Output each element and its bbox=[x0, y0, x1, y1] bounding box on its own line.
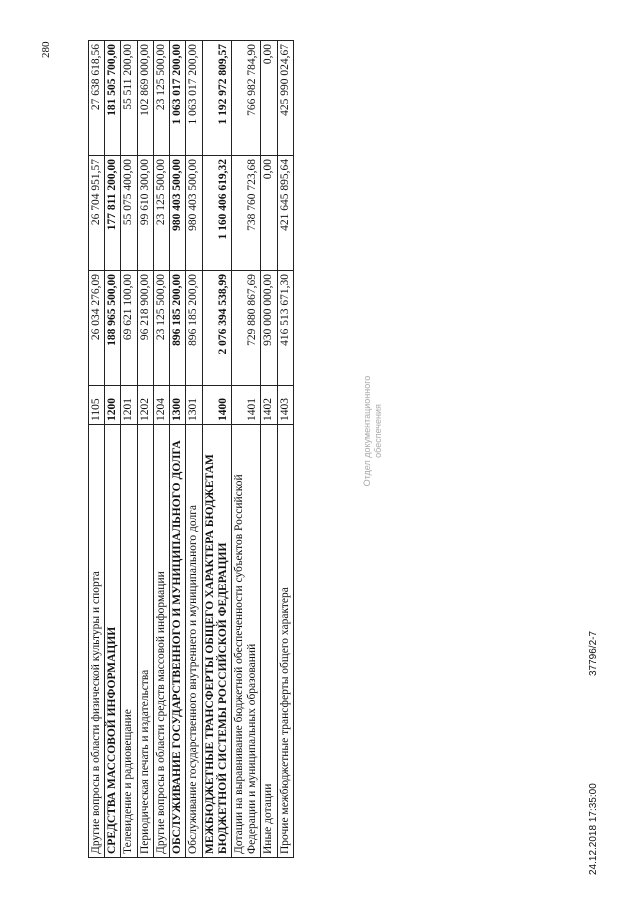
table-row bbox=[261, 41, 277, 858]
row-value-2020-cell: 55 075 400,00 bbox=[121, 156, 137, 271]
budget-table-container bbox=[88, 40, 332, 858]
table-row bbox=[121, 41, 137, 858]
row-value-2021-cell: 1 063 017 200,00 bbox=[170, 41, 186, 156]
row-code-cell: 1400 bbox=[202, 386, 231, 425]
row-value-2021-cell: 766 982 784,90 bbox=[231, 41, 260, 156]
row-value-2019-cell: 69 621 100,00 bbox=[121, 271, 137, 386]
row-value-2021-cell: 102 869 000,00 bbox=[137, 41, 153, 156]
footer-doc-number: 37796/2-7 bbox=[588, 630, 599, 676]
table-row bbox=[89, 41, 105, 858]
row-value-2020-cell: 0,00 bbox=[261, 156, 277, 271]
row-value-2021-cell: 1 063 017 200,00 bbox=[186, 41, 202, 156]
row-value-2020-cell: 26 704 951,57 bbox=[89, 156, 105, 271]
row-name-cell: Периодическая печать и издательства bbox=[137, 425, 153, 858]
table-row bbox=[277, 41, 293, 858]
row-value-2019-cell: 416 513 671,30 bbox=[277, 271, 293, 386]
row-code-cell: 1202 bbox=[137, 386, 153, 425]
row-name-cell: Другие вопросы в области средств массовой информации bbox=[153, 425, 169, 858]
row-value-2021-cell: 0,00 bbox=[261, 41, 277, 156]
table-row bbox=[170, 41, 186, 858]
row-value-2020-cell: 177 811 200,00 bbox=[105, 156, 121, 271]
footer-date: 24.12.2018 17:35:00 bbox=[588, 783, 599, 875]
stamp-line-1: Отдел документационного bbox=[362, 375, 372, 487]
row-value-2020-cell: 421 645 895,64 bbox=[277, 156, 293, 271]
budget-table-body bbox=[89, 41, 294, 858]
row-value-2020-cell: 23 125 500,00 bbox=[153, 156, 169, 271]
row-value-2020-cell: 738 760 723,68 bbox=[231, 156, 260, 271]
row-code-cell: 1201 bbox=[121, 386, 137, 425]
row-code-cell: 1105 bbox=[89, 386, 105, 425]
row-value-2021-cell: 27 638 618,56 bbox=[89, 41, 105, 156]
row-value-2020-cell: 99 610 300,00 bbox=[137, 156, 153, 271]
table-row bbox=[153, 41, 169, 858]
row-value-2021-cell: 55 511 200,00 bbox=[121, 41, 137, 156]
row-name-cell: ОБСЛУЖИВАНИЕ ГОСУДАРСТВЕННОГО И МУНИЦИПАЛЬНОГО ДОЛГА bbox=[170, 425, 186, 858]
stamp-line-2: обеспечения bbox=[372, 404, 383, 458]
row-name-cell: Обслуживание государственного внутреннего и муниципального долга bbox=[186, 425, 202, 858]
table-row bbox=[231, 41, 260, 858]
row-value-2021-cell: 1 192 972 809,57 bbox=[202, 41, 231, 156]
row-value-2019-cell: 23 125 500,00 bbox=[153, 271, 169, 386]
row-value-2019-cell: 188 965 500,00 bbox=[105, 271, 121, 386]
row-value-2019-cell: 26 034 276,09 bbox=[89, 271, 105, 386]
row-code-cell: 1204 bbox=[153, 386, 169, 425]
page-number: 280 bbox=[40, 41, 52, 58]
row-value-2019-cell: 2 076 394 538,99 bbox=[202, 271, 231, 386]
row-value-2019-cell: 930 000 000,00 bbox=[261, 271, 277, 386]
table-row bbox=[137, 41, 153, 858]
row-name-cell: МЕЖБЮДЖЕТНЫЕ ТРАНСФЕРТЫ ОБЩЕГО ХАРАКТЕРА БЮДЖЕТАМ БЮДЖЕТНОЙ СИСТЕМЫ РОССИЙСКОЙ ФЕДЕРАЦИИ bbox=[202, 425, 231, 858]
row-value-2019-cell: 96 218 900,00 bbox=[137, 271, 153, 386]
table-row bbox=[105, 41, 121, 858]
row-name-cell: Дотации на выравнивание бюджетной обеспеченности субъектов Российской Федерации и муниципальных образований bbox=[231, 425, 260, 858]
stamp bbox=[362, 366, 384, 496]
row-code-cell: 1300 bbox=[170, 386, 186, 425]
row-code-cell: 1200 bbox=[105, 386, 121, 425]
row-value-2021-cell: 181 505 700,00 bbox=[105, 41, 121, 156]
row-value-2020-cell: 980 403 500,00 bbox=[186, 156, 202, 271]
row-code-cell: 1402 bbox=[261, 386, 277, 425]
row-value-2020-cell: 980 403 500,00 bbox=[170, 156, 186, 271]
row-name-cell: СРЕДСТВА МАССОВОЙ ИНФОРМАЦИИ bbox=[105, 425, 121, 858]
row-name-cell: Телевидение и радиовещание bbox=[121, 425, 137, 858]
table-row bbox=[202, 41, 231, 858]
row-value-2021-cell: 23 125 500,00 bbox=[153, 41, 169, 156]
row-code-cell: 1301 bbox=[186, 386, 202, 425]
row-name-cell: Другие вопросы в области физической культуры и спорта bbox=[89, 425, 105, 858]
budget-table bbox=[88, 40, 294, 858]
row-value-2021-cell: 425 990 024,67 bbox=[277, 41, 293, 156]
row-name-cell: Прочие межбюджетные трансферты общего характера bbox=[277, 425, 293, 858]
row-value-2019-cell: 896 185 200,00 bbox=[170, 271, 186, 386]
table-row bbox=[186, 41, 202, 858]
row-value-2019-cell: 729 880 867,69 bbox=[231, 271, 260, 386]
row-name-cell: Иные дотации bbox=[261, 425, 277, 858]
row-code-cell: 1401 bbox=[231, 386, 260, 425]
row-code-cell: 1403 bbox=[277, 386, 293, 425]
row-value-2020-cell: 1 160 406 619,32 bbox=[202, 156, 231, 271]
row-value-2019-cell: 896 185 200,00 bbox=[186, 271, 202, 386]
